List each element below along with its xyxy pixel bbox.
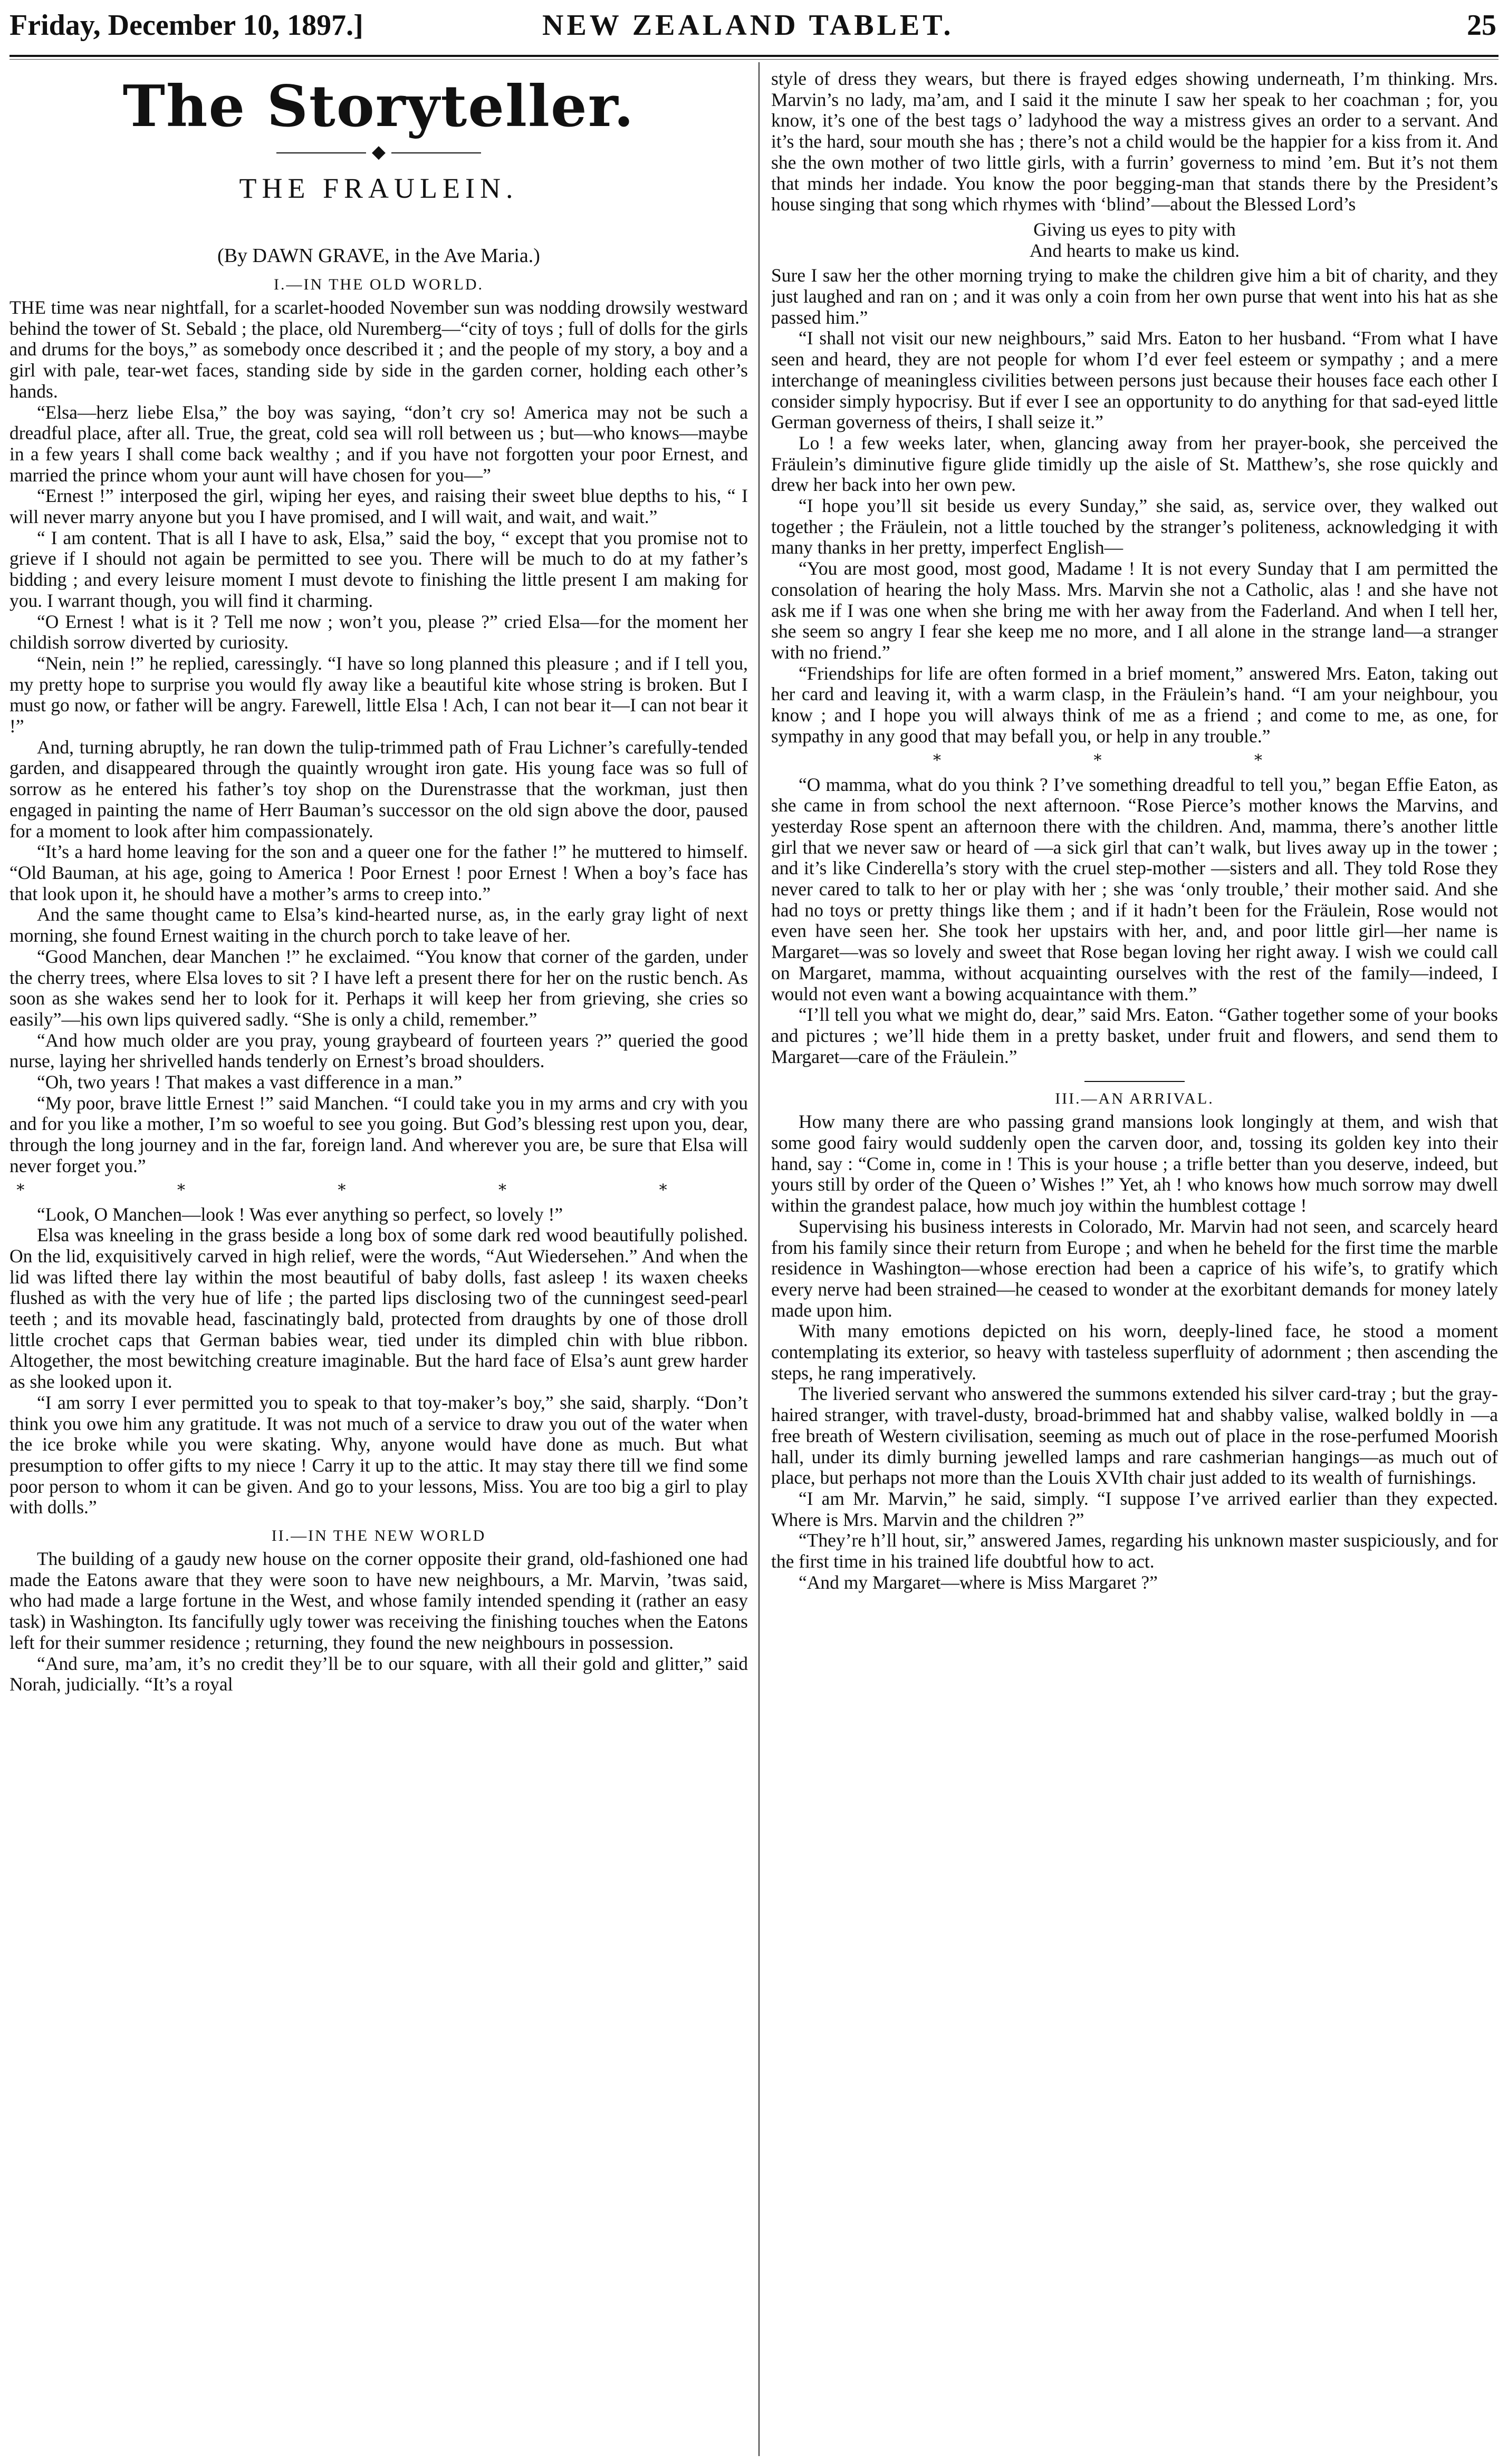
section-heading-2: II.—IN THE NEW WORLD — [271, 1527, 486, 1545]
title-ornament: ◆ — [9, 141, 748, 162]
paragraph: “I shall not visit our new neighbours,” said Mrs. Eaton to her husband. “From what I have seen and heard, they are not people for whom I’d ever feel esteem or sympathy ; and a mere interchange of meaningless civilities between persons just because their houses face each other I consider simply hypocrisy. But if ever I see an opportunity to do anything for that sad-eyed little German governess of theirs, I shall seize it.” — [771, 327, 1498, 433]
paragraph: “And sure, ma’am, it’s no credit they’ll be to our square, with all their gold and glitter,” said Norah, judicially. “It’s a royal — [9, 1653, 748, 1695]
paragraph: style of dress they wears, but there is frayed edges showing underneath, I’m thinking. Mrs. Marvin’s no lady, ma’am, and I said it the minute I saw her speak to her coachman ; for, you know, it’s one of the best tags o’ ladyhood the way a mistress gives an order to a servant. And it’s the hard, sour mouth she has ; there’s not a child would be the happier for a kiss from it. And she the own mother of two little girls, with a furrin’ governess to mind ’em. But it’s not them that minds her indade. You know the poor begging-man that stands there by the President’s house singing that song which rhymes with ‘blind’—about the Blessed Lord’s — [771, 69, 1498, 215]
verse-line: And hearts to make us kind. — [1029, 239, 1240, 261]
paragraph: “I’ll tell you what we might do, dear,” said Mrs. Eaton. “Gather together some of your books and pictures ; we’ll hide them in a pretty basket, under fruit and flowers, and send them to Margaret—care of the Fräulein.” — [771, 1004, 1498, 1067]
section-rule — [1084, 1081, 1185, 1082]
section-stars: * * * — [933, 751, 1337, 770]
paragraph: How many there are who passing grand mansions look longingly at them, and wish that some good fairy would suddenly open the carven door, and, tossing its golden key into their hand, say : “Come in, come in ! This is your house ; a trifle better than you deserve, indeed, but yours still by order of the Queen o’ Wishes !” Yet, ah ! who knows how much sorrow may dwell within the grandest palace, how much joy within the humblest cottage ! — [771, 1111, 1498, 1216]
paragraph: THE time was near nightfall, for a scarlet-hooded November sun was nodding drowsily westward behind the tower of St. Sebald ; the place, old Nuremberg—“city of toys ; full of dolls for the girls and drums for the boys,” as somebody once described it ; and the people of my story, a boy and a girl with pale, tear-wet faces, standing side by side in the garden corner, holding each other’s hands. — [9, 297, 748, 402]
column-divider — [758, 62, 760, 2456]
header-rule-thin — [9, 59, 1499, 60]
paragraph: Sure I saw her the other morning trying to make the children give him a bit of charity, and they just laughed and ran on ; and it was only a coin from her own purse that went into his hat as she passed him.” — [771, 265, 1498, 328]
left-paragraphs-2 — [9, 1204, 748, 1519]
right-paragraphs-3 — [771, 775, 1498, 1068]
page-number: 25 — [1467, 9, 1496, 42]
section-heading-1: I.—IN THE OLD WORLD. — [273, 276, 484, 293]
paragraph: “ I am content. That is all I have to ask, Elsa,” said the boy, “ except that you promise not to grieve if I should not again be permitted to see you. There will be much to do at my father’s bidding ; and every leisure moment I must devote to finishing the little present I am making for you. I warrant though, you will find it charming. — [9, 527, 748, 611]
paragraph: Lo ! a few weeks later, when, glancing away from her prayer-book, she perceived the Fräulein’s diminutive figure glide timidly up the aisle of St. Matthew’s, she rose quickly and drew her back into her own pew. — [771, 432, 1498, 496]
paragraph: “I am sorry I ever permitted you to speak to that toy-maker’s boy,” she said, sharply. “Don’t think you owe him any gratitude. It was not much of a service to draw you out of the water when the ice broke while you were skating. Why, anyone would have done as much. But what presumption to offer gifts to my niece ! Carry it up to the attic. It may stay there till we find some poor person to whom it can be given. And go to your lessons, Miss. You are too big a girl to play with dolls.” — [9, 1392, 748, 1518]
paragraph: “They’re h’ll hout, sir,” answered James, regarding his unknown master suspiciously, and for the first time in his trained life doubtful how to act. — [771, 1530, 1498, 1572]
section-stars: * * * * * — [16, 1181, 741, 1200]
paragraph: And the same thought came to Elsa’s kind-hearted nurse, as, in the early gray light of next morning, she found Ernest waiting in the church porch to take leave of her. — [9, 904, 748, 946]
right-column — [771, 69, 1498, 2457]
verse-line: Giving us eyes to pity with — [1033, 218, 1236, 240]
paragraph: With many emotions depicted on his worn, deeply-lined face, he stood a moment contemplating its exterior, so heavy with tasteless superfluity of adornment ; then ascending the steps, he rang imperatively. — [771, 1320, 1498, 1384]
page-header — [9, 3, 1499, 56]
paragraph: “I hope you’ll sit beside us every Sunday,” she said, as, service over, they walked out together ; the Fräulein, not a little touched by the stranger’s politeness, acknowledging it with many thanks in her pretty, imperfect English— — [771, 495, 1498, 558]
story-title: THE FRAULEIN. — [239, 172, 518, 204]
paragraph: Elsa was kneeling in the grass beside a long box of some dark red wood beautifully polished. On the lid, exquisitively carved in high relief, were the words, “Aut Wiedersehen.” And when the lid was lifted there lay within the most beautiful of baby dolls, fast asleep ! its waxen cheeks flushed as with the very hue of life ; the parted lips disclosing two of the cunningest seed-pearl teeth ; and its movable head, fascinatingly bald, protected from draughts by one of those droll little crochet caps that German babies wear, tied under its dimpled chin with blue ribbon. Altogether, the most bewitching creature imaginable. But the hard face of Elsa’s aunt grew harder as she looked upon it. — [9, 1224, 748, 1393]
paragraph: “Friendships for life are often formed in a brief moment,” answered Mrs. Eaton, taking out her card and leaving it, with a warm clasp, in the Fräulein’s hand. “I am your neighbour, you know ; and I hope you will always think of me as a friend ; and come to me, as one, for sympathy in any good that may befall you, or help in any trouble.” — [771, 662, 1498, 747]
right-paragraphs-4 — [771, 1112, 1498, 1593]
paragraph: “O Ernest ! what is it ? Tell me now ; won’t you, please ?” cried Elsa—for the moment her childish sorrow diverted by curiosity. — [9, 611, 748, 653]
right-paragraphs-2 — [771, 265, 1498, 747]
paragraph: “It’s a hard home leaving for the son and a queer one for the father !” he muttered to himself. “Old Bauman, at his age, going to America ! Poor Ernest ! poor Ernest ! When a boy’s face has that look upon it, he should have a mother’s arms to creep into.” — [9, 841, 748, 904]
paragraph: “Nein, nein !” he replied, caressingly. “I have so long planned this pleasure ; and if I tell you, my pretty hope to surprise you would fly away like a beautiful kite whose string is broken. But I must go now, or father will be angry. Farewell, little Elsa ! Ach, I can not bear it—I can not bear it !” — [9, 652, 748, 737]
paragraph: Supervising his business interests in Colorado, Mr. Marvin had not seen, and scarcely heard from his family since their return from Europe ; and when he beheld for the first time the marble residence in Washington—whose erection had been a caprice of his wife’s, to gratify which every nerve had been strained—he ceased to wonder at the exorbitant demands for money lately made upon him. — [771, 1215, 1498, 1321]
paragraph: “O mamma, what do you think ? I’ve something dreadful to tell you,” began Effie Eaton, as she came in from school the next afternoon. “Rose Pierce’s mother knows the Marvins, and yesterday Rose spent an afternoon there with the children. And, mamma, there’s another little girl that we never saw or heard of —a sick girl that can’t walk, but lives away up in the tower ; and it’s like Cinderella’s story with the cruel step-mother —sisters and all. They told Rose they never cared to talk to her or play with her ; she was ‘only trouble,’ their mother said. And she had no toys or pretty things like them ; and if it hadn’t been for the Fräulein, Rose would not even have seen her. She took her upstairs with her, and, and poor little girl—her name is Margaret—was so lovely and sweet that Rose began loving her right away. I wish we could call on Margaret, mamma, without acquainting ourselves with the rest of the family—indeed, I would not even want a bowing acquaintance with them.” — [771, 774, 1498, 1004]
publication-title: NEW ZEALAND TABLET. — [542, 9, 954, 42]
paragraph: “Oh, two years ! That makes a vast difference in a man.” — [37, 1071, 462, 1093]
header-rule — [9, 55, 1499, 57]
paragraph: “Look, O Manchen—look ! Was ever anything so perfect, so lovely !” — [37, 1203, 563, 1225]
right-paragraphs-1 — [771, 69, 1498, 215]
left-paragraphs-3 — [9, 1549, 748, 1695]
paragraph: “Ernest !” interposed the girl, wiping her eyes, and raising their sweet blue depths to his, “ I will never marry anyone but you I have promised, and I will wait, and wait, and wait.” — [9, 485, 748, 528]
paragraph: The liveried servant who answered the summons extended his silver card-tray ; but the gray-haired stranger, with travel-dusty, broad-brimmed hat and shabby valise, walked boldly in —a free breath of Western civilisation, seeming as much out of place in the rose-perfumed Moorish hall, under its dimly burning jewelled lamps and rare cashmerian hangings—as much out of place, but perhaps not more than the Louis XVIth chair just added to its wealth of furnishings. — [771, 1383, 1498, 1489]
byline: (By DAWN GRAVE, in the Ave Maria.) — [217, 245, 540, 267]
paragraph: “You are most good, most good, Madame ! It is not every Sunday that I am permitted the consolation of hearing the holy Mass. Mrs. Marvin she not a Catholic, alas ! and she have not ask me if I was one when she bring me with her away from the Faderland. And when I tell her, she seem so angry I fear she keep me no more, and I all alone in the strange land—a stranger with no friend.” — [771, 558, 1498, 663]
verse-block — [771, 219, 1498, 261]
left-column — [9, 69, 748, 2457]
paragraph: “I am Mr. Marvin,” he said, simply. “I suppose I’ve arrived earlier than they expected. Where is Mrs. Marvin and the children ?” — [771, 1488, 1498, 1530]
paragraph: And, turning abruptly, he ran down the tulip-trimmed path of Frau Lichner’s carefully-tended garden, and disappeared through the quaintly wrought iron gate. His young face was so full of sorrow as he entered his father’s toy shop on the Durenstrasse that the workman, just then engaged in painting the name of Herr Bauman’s successor on the old sign above the door, paused for a moment to look after him compassionately. — [9, 736, 748, 842]
paragraph: “And how much older are you pray, young graybeard of fourteen years ?” queried the good nurse, laying her shrivelled hands tenderly on Ernest’s broad shoulders. — [9, 1029, 748, 1072]
issue-date: Friday, December 10, 1897.] — [9, 9, 363, 42]
paragraph: “Good Manchen, dear Manchen !” he exclaimed. “You know that corner of the garden, under the cherry trees, where Elsa loves to sit ? I have left a present there for her on the rustic bench. As soon as she wakes send her to look for it. Perhaps it will keep her from grieving, she cries so easily”—his own lips quivered sadly. “She is only a child, remember.” — [9, 945, 748, 1030]
paragraph: “And my Margaret—where is Miss Margaret ?” — [799, 1571, 1158, 1593]
paragraph: “My poor, brave little Ernest !” said Manchen. “I could take you in my arms and cry with you and for you like a mother, I’m so woeful to see you going. But God’s blessing rest upon you, dear, through the long journey and in the far, foreign land. And wherever you are, be sure that Elsa will never forget you.” — [9, 1092, 748, 1176]
feature-title: The Storyteller. — [122, 73, 635, 140]
paragraph: “Elsa—herz liebe Elsa,” the boy was saying, “don’t cry so! America may not be such a dreadful place, after all. True, the great, cold sea will roll between us ; but—who knows—maybe in a few years I shall come back wealthy ; and if you have not forgotten your poor Ernest, and married the prince whom your aunt will have chosen for you—” — [9, 401, 748, 486]
left-paragraphs-1 — [9, 297, 748, 1177]
section-heading-3: III.—AN ARRIVAL. — [1055, 1090, 1214, 1108]
paragraph: The building of a gaudy new house on the corner opposite their grand, old-fashioned one had made the Eatons aware that they were soon to have new neighbours, a Mr. Marvin, ’twas said, who had made a large fortune in the West, and whose family intended spending it (rather an easy task) in Washington. Its fancifully ugly tower was receiving the finishing touches when the Eatons left for their summer residence ; returning, they found the new neighbours in possession. — [9, 1548, 748, 1653]
